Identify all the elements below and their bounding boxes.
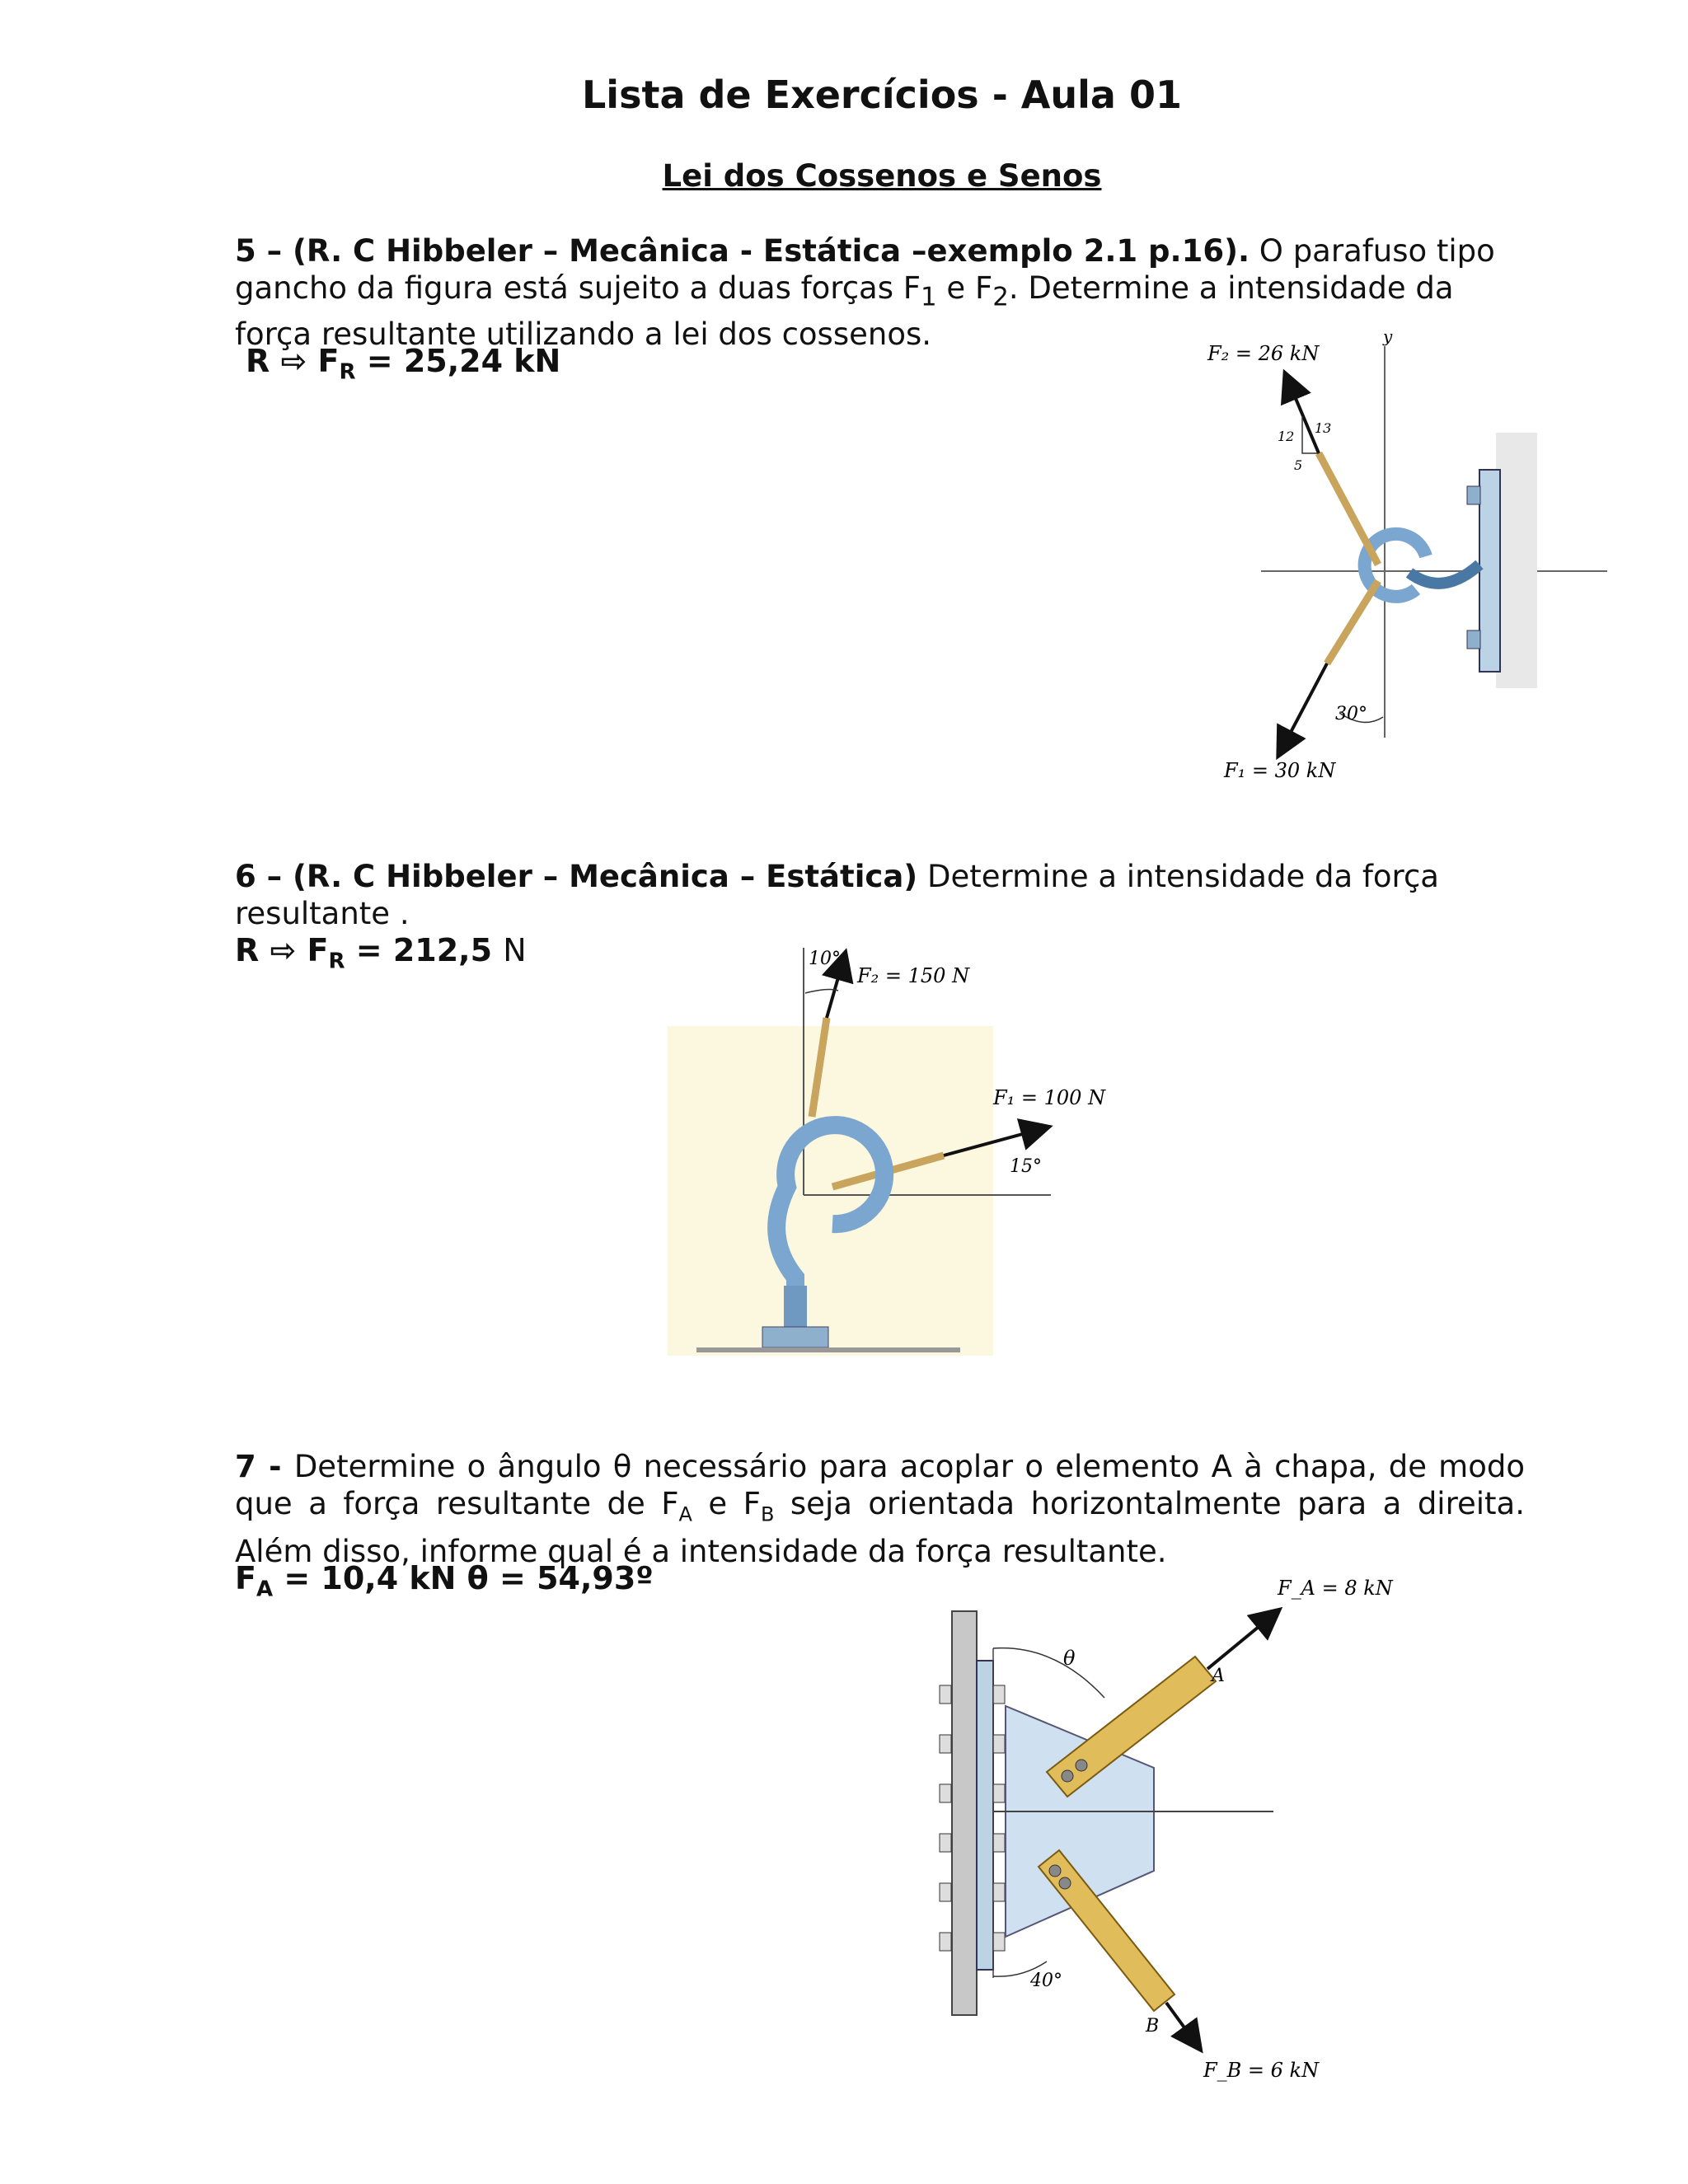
- q5-tri-13: 13: [1315, 420, 1332, 436]
- q5-tri-5: 5: [1294, 457, 1303, 473]
- q5-answer-prefix: R ⇨ F: [246, 343, 340, 379]
- q5-angle-label: 30°: [1335, 704, 1367, 724]
- q5-sub-1: 1: [921, 282, 937, 312]
- q7-plate-figure: [907, 1566, 1401, 2102]
- page-subtitle: Lei dos Cossenos e Senos: [662, 158, 1102, 194]
- q7-theta-label: θ: [1063, 1647, 1076, 1670]
- q7-fb-label: F_B = 6 kN: [1203, 2059, 1320, 2082]
- q6-background-panel: [668, 1026, 993, 1356]
- q7-member-a-bolt-1: [1062, 1770, 1073, 1782]
- question-6-text: [235, 858, 1525, 932]
- q7-arrow-fb: [1166, 2003, 1199, 2048]
- q7-a-label: A: [1212, 1666, 1225, 1686]
- q5-hook-shank: [1409, 565, 1479, 583]
- q6-f2-label: F₂ = 150 N: [857, 964, 970, 987]
- q7-text-3: seja orientada horizontalmente para a direita. Além disso, informe qual é a intensidade da força resultante.: [235, 1486, 1525, 1570]
- q6-hook-shank: [784, 1286, 807, 1331]
- q6-text: Determine a intensidade da força resultante .: [235, 859, 1439, 931]
- page-title: Lista de Exercícios - Aula 01: [582, 73, 1182, 117]
- q7-arrow-fa: [1207, 1611, 1278, 1669]
- q5-sub-2: 2: [992, 282, 1009, 312]
- q5-bolt-top: [1467, 486, 1480, 504]
- q5-hook-figure: [1195, 326, 1624, 804]
- q5-rope-f2: [1319, 453, 1378, 565]
- q6-hook-figure: [663, 940, 1125, 1360]
- q7-number: 7 -: [235, 1449, 294, 1484]
- q5-wall: [1496, 433, 1537, 688]
- q5-tri-12: 12: [1278, 429, 1295, 444]
- q5-source: (R. C Hibbeler – Mecânica - Estática –exemplo 2.1 p.16).: [293, 233, 1250, 269]
- q7-fa-label: F_A = 8 kN: [1278, 1577, 1393, 1600]
- question-7-text: [235, 1448, 1525, 1570]
- q6-source: (R. C Hibbeler – Mecânica – Estática): [293, 859, 918, 894]
- q6-answer-value: = 212,5: [345, 932, 504, 968]
- q6-answer-sub: R: [328, 949, 345, 974]
- q7-b-label: B: [1146, 2016, 1160, 2036]
- q6-hook-nut: [762, 1327, 828, 1347]
- q7-angle-label: 40°: [1030, 1971, 1062, 1991]
- q5-answer-sub: R: [339, 359, 356, 385]
- q6-answer-unit: N: [503, 932, 527, 968]
- q5-arrow-f1: [1279, 663, 1327, 754]
- q5-bolt-bottom: [1467, 630, 1480, 649]
- q5-answer: [246, 343, 560, 391]
- q5-plate: [1479, 470, 1500, 672]
- q7-member-b-bolt-1: [1049, 1865, 1061, 1877]
- q6-answer-prefix: R ⇨ F: [235, 932, 329, 968]
- q5-text-3: . Determine a intensidade da força resultante utilizando a lei dos cossenos.: [235, 270, 1454, 353]
- q5-y-label: y: [1383, 326, 1393, 346]
- q7-sub-2: B: [760, 1502, 775, 1526]
- q7-text-2: e F: [692, 1486, 761, 1521]
- q7-member-b-bolt-2: [1059, 1877, 1071, 1889]
- q6-angle-top-label: 10°: [809, 949, 841, 969]
- q7-answer-part2: = 10,4 kN θ = 54,93º: [273, 1560, 654, 1596]
- q7-answer-part1: F: [235, 1560, 256, 1596]
- q7-sub-1: A: [678, 1502, 692, 1526]
- q5-text-2: e F: [936, 270, 993, 306]
- q7-column: [952, 1611, 977, 2015]
- q6-base-shadow: [696, 1347, 960, 1352]
- q5-text-1: O parafuso tipo gancho da figura está sujeito a duas forças F: [235, 233, 1495, 306]
- q7-answer: [235, 1560, 654, 1609]
- q7-text-1: Determine o ângulo θ necessário para acoplar o elemento A à chapa, de modo que a força resultante de F: [235, 1449, 1525, 1521]
- q5-rope-f1: [1327, 581, 1378, 663]
- q7-answer-sub: A: [256, 1577, 274, 1602]
- q6-angle-right-label: 15°: [1010, 1156, 1042, 1177]
- q5-number: 5 –: [235, 233, 293, 269]
- q6-answer: [235, 932, 527, 981]
- q5-f1-label: F₁ = 30 kN: [1224, 759, 1336, 782]
- q7-theta-arc: [993, 1648, 1104, 1698]
- q7-member-a-bolt-2: [1076, 1760, 1087, 1771]
- q6-number: 6 –: [235, 859, 293, 894]
- q6-f1-label: F₁ = 100 N: [993, 1086, 1106, 1109]
- q5-f2-label: F₂ = 26 kN: [1207, 342, 1320, 365]
- q7-flange: [977, 1661, 993, 1970]
- q5-answer-value: = 25,24 kN: [355, 343, 561, 379]
